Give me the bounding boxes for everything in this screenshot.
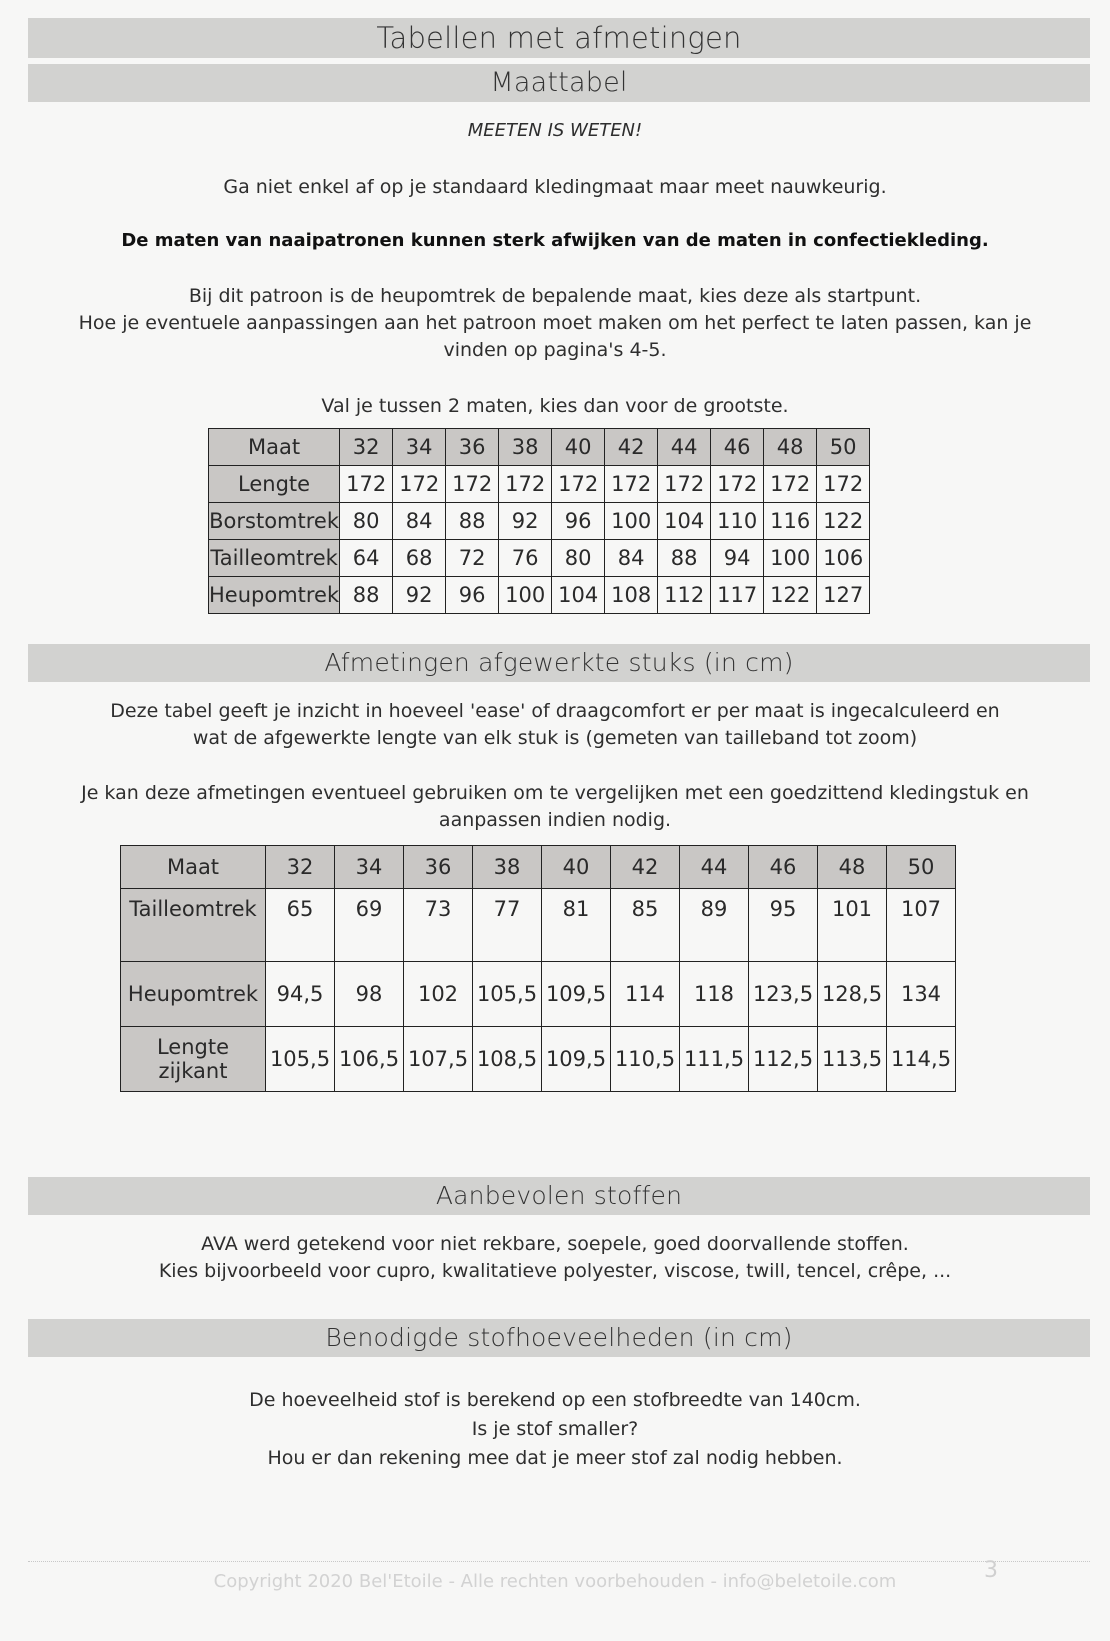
table-cell: 88: [658, 540, 711, 577]
table-cell: 88: [446, 503, 499, 540]
tagline: MEETEN IS WETEN!: [467, 120, 643, 141]
table-cell: 100: [764, 540, 817, 577]
header-cell: 40: [552, 429, 605, 466]
table-cell: 118: [680, 962, 749, 1027]
size-table: [208, 428, 870, 614]
row-label: Tailleomtrek: [209, 540, 340, 577]
header-cell: 42: [605, 429, 658, 466]
header-cell: 32: [340, 429, 393, 466]
table-cell: 172: [711, 466, 764, 503]
table-cell: 172: [340, 466, 393, 503]
table-cell: 94: [711, 540, 764, 577]
header-cell: 38: [499, 429, 552, 466]
table-cell: 92: [393, 577, 446, 614]
table-cell: 68: [393, 540, 446, 577]
table-cell: 104: [552, 577, 605, 614]
table-row: [121, 1027, 956, 1092]
table-cell: 73: [404, 889, 473, 962]
table-cell: 172: [605, 466, 658, 503]
header-cell: 42: [611, 846, 680, 889]
table-cell: 172: [658, 466, 711, 503]
table-cell: 112,5: [749, 1027, 818, 1092]
header-cell: 34: [335, 846, 404, 889]
table-cell: 122: [764, 577, 817, 614]
table-cell: 84: [605, 540, 658, 577]
header-cell: 46: [711, 429, 764, 466]
finished-line-2: wat de afgewerkte lengte van elk stuk is (gemeten van tailleband tot zoom): [192, 727, 918, 749]
header-cell: Maat: [121, 846, 266, 889]
table-cell: 172: [764, 466, 817, 503]
table-cell: 172: [446, 466, 499, 503]
table-cell: 105,5: [266, 1027, 335, 1092]
intro-line-3: Hoe je eventuele aanpassingen aan het patroon moet maken om het perfect te laten passen, kan je: [78, 312, 1032, 334]
finished-line-1: Deze tabel geeft je inzicht in hoeveel 'ease' of draagcomfort er per maat is ingecalculeerd en: [110, 700, 1000, 722]
table-cell: 128,5: [818, 962, 887, 1027]
table-cell: 114,5: [887, 1027, 956, 1092]
table-cell: 172: [393, 466, 446, 503]
table-cell: 112: [658, 577, 711, 614]
header-cell: Maat: [209, 429, 340, 466]
table-cell: 100: [605, 503, 658, 540]
row-label: Heupomtrek: [209, 577, 340, 614]
table-cell: 100: [499, 577, 552, 614]
subtitle-band: [28, 64, 1090, 102]
table-header-row: [209, 429, 870, 466]
table-cell: 122: [817, 503, 870, 540]
table-row: [209, 466, 870, 503]
table-cell: 127: [817, 577, 870, 614]
table-cell: 110,5: [611, 1027, 680, 1092]
header-cell: 48: [764, 429, 817, 466]
table-cell: 84: [393, 503, 446, 540]
finished-line-4: aanpassen indien nodig.: [438, 809, 672, 831]
table-cell: 117: [711, 577, 764, 614]
table-row: [209, 577, 870, 614]
fabrics-band: [28, 1177, 1090, 1215]
header-cell: 34: [393, 429, 446, 466]
table-cell: 106: [817, 540, 870, 577]
finished-line-3: Je kan deze afmetingen eventueel gebruiken om te vergelijken met een goedzittend kledingstuk en: [81, 782, 1029, 804]
title-band: [28, 18, 1090, 58]
row-label: Lengte: [209, 466, 340, 503]
intro-line-5: Val je tussen 2 maten, kies dan voor de grootste.: [321, 395, 789, 417]
quantities-line-3: Hou er dan rekening mee dat je meer stof zal nodig hebben.: [267, 1447, 843, 1469]
page-subtitle: Maattabel: [490, 67, 628, 98]
table-cell: 80: [340, 503, 393, 540]
table-cell: 108,5: [473, 1027, 542, 1092]
table-cell: 101: [818, 889, 887, 962]
table-cell: 172: [552, 466, 605, 503]
row-label: Heupomtrek: [121, 962, 266, 1027]
table-cell: 94,5: [266, 962, 335, 1027]
quantities-line-1: De hoeveelheid stof is berekend op een stofbreedte van 140cm.: [249, 1389, 861, 1411]
header-cell: 32: [266, 846, 335, 889]
table-row: [121, 889, 956, 962]
table-cell: 77: [473, 889, 542, 962]
table-cell: 116: [764, 503, 817, 540]
table-cell: 98: [335, 962, 404, 1027]
table-cell: 172: [817, 466, 870, 503]
row-label: Lengte zijkant: [121, 1027, 266, 1092]
row-label: Borstomtrek: [209, 503, 340, 540]
table-row: [209, 503, 870, 540]
header-cell: 46: [749, 846, 818, 889]
finished-band: [28, 644, 1090, 682]
table-cell: 80: [552, 540, 605, 577]
table-cell: 96: [446, 577, 499, 614]
quantities-band: [28, 1319, 1090, 1357]
table-cell: 104: [658, 503, 711, 540]
table-cell: 109,5: [542, 1027, 611, 1092]
table-cell: 106,5: [335, 1027, 404, 1092]
table-cell: 92: [499, 503, 552, 540]
intro-line-4: vinden op pagina's 4-5.: [443, 339, 667, 361]
header-cell: 44: [680, 846, 749, 889]
header-cell: 38: [473, 846, 542, 889]
table-cell: 105,5: [473, 962, 542, 1027]
table-cell: 65: [266, 889, 335, 962]
header-cell: 48: [818, 846, 887, 889]
fabrics-line-1: AVA werd getekend voor niet rekbare, soepele, goed doorvallende stoffen.: [201, 1233, 909, 1255]
warning-text: De maten van naaipatronen kunnen sterk afwijken van de maten in confectiekleding.: [121, 230, 989, 251]
table-row: [121, 962, 956, 1027]
table-cell: 113,5: [818, 1027, 887, 1092]
table-header-row: [121, 846, 956, 889]
page-number: 3: [984, 1558, 998, 1583]
header-cell: 44: [658, 429, 711, 466]
table-cell: 69: [335, 889, 404, 962]
table-cell: 123,5: [749, 962, 818, 1027]
header-cell: 50: [887, 846, 956, 889]
table-cell: 109,5: [542, 962, 611, 1027]
table-row: [209, 540, 870, 577]
table-cell: 88: [340, 577, 393, 614]
table-cell: 81: [542, 889, 611, 962]
table-cell: 89: [680, 889, 749, 962]
intro-line-1: Ga niet enkel af op je standaard kledingmaat maar meet nauwkeurig.: [223, 176, 887, 198]
table-cell: 108: [605, 577, 658, 614]
footer-divider: [28, 1561, 1090, 1562]
table-cell: 64: [340, 540, 393, 577]
header-cell: 36: [404, 846, 473, 889]
table-cell: 111,5: [680, 1027, 749, 1092]
quantities-title: Benodigde stofhoeveelheden (in cm): [325, 1323, 793, 1352]
table-cell: 72: [446, 540, 499, 577]
table-cell: 85: [611, 889, 680, 962]
table-cell: 114: [611, 962, 680, 1027]
table-cell: 95: [749, 889, 818, 962]
table-cell: 110: [711, 503, 764, 540]
finished-table: [120, 845, 956, 1092]
page-title: Tabellen met afmetingen: [376, 21, 742, 55]
table-cell: 96: [552, 503, 605, 540]
header-cell: 50: [817, 429, 870, 466]
table-cell: 107: [887, 889, 956, 962]
table-cell: 172: [499, 466, 552, 503]
header-cell: 40: [542, 846, 611, 889]
table-cell: 76: [499, 540, 552, 577]
table-cell: 102: [404, 962, 473, 1027]
quantities-line-2: Is je stof smaller?: [471, 1418, 639, 1440]
finished-title: Afmetingen afgewerkte stuks (in cm): [324, 648, 794, 677]
footer-copyright: Copyright 2020 Bel'Etoile - Alle rechten voorbehouden - info@beletoile.com: [213, 1571, 897, 1592]
fabrics-line-2: Kies bijvoorbeeld voor cupro, kwalitatieve polyester, viscose, twill, tencel, crêpe, ...: [158, 1260, 952, 1282]
fabrics-title: Aanbevolen stoffen: [435, 1181, 683, 1210]
row-label: Tailleomtrek: [121, 889, 266, 962]
table-cell: 107,5: [404, 1027, 473, 1092]
table-cell: 134: [887, 962, 956, 1027]
intro-line-2: Bij dit patroon is de heupomtrek de bepalende maat, kies deze als startpunt.: [188, 285, 922, 307]
header-cell: 36: [446, 429, 499, 466]
